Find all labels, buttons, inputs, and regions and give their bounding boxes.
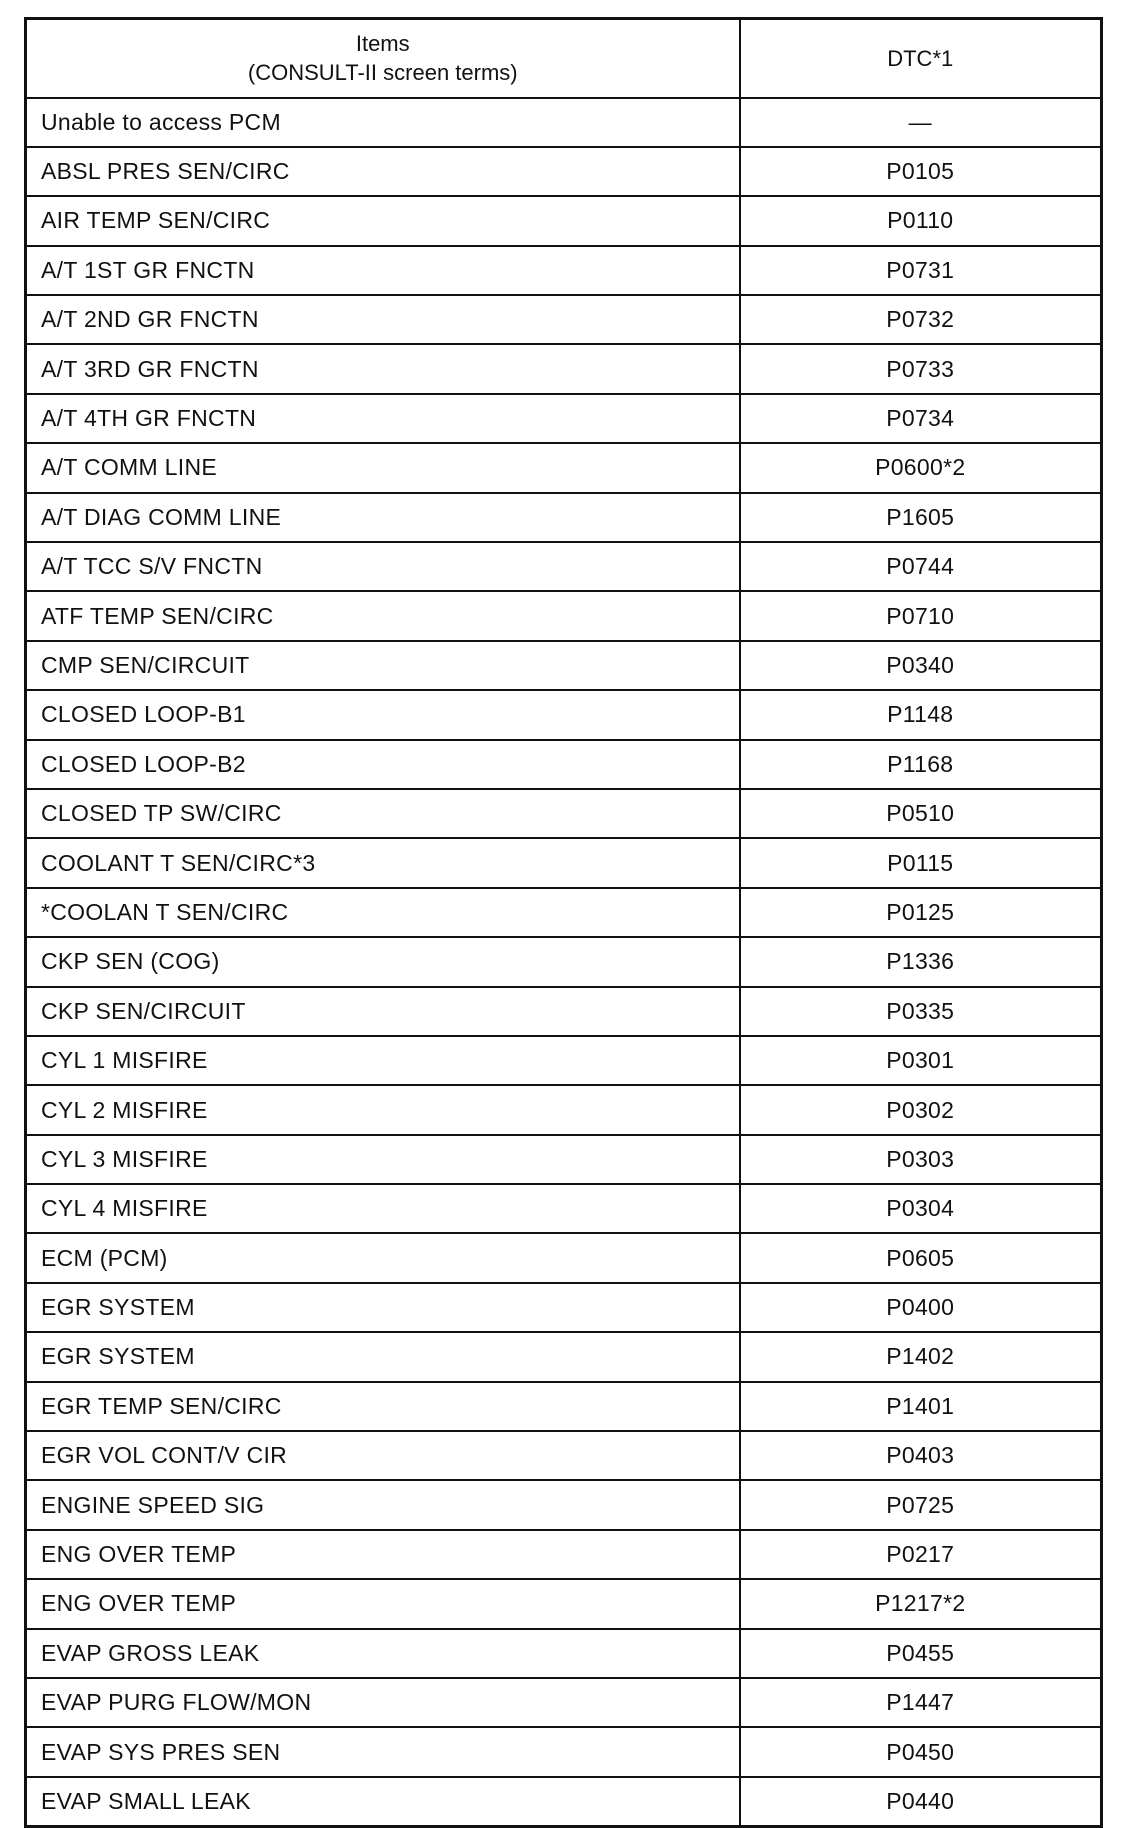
- item-cell: EVAP SMALL LEAK: [26, 1777, 740, 1826]
- item-cell: AIR TEMP SEN/CIRC: [26, 196, 740, 245]
- item-cell: ATF TEMP SEN/CIRC: [26, 591, 740, 640]
- dtc-cell: P0725: [740, 1480, 1102, 1529]
- item-cell: A/T 3RD GR FNCTN: [26, 344, 740, 393]
- dtc-cell: P0304: [740, 1184, 1102, 1233]
- dtc-cell: P0440: [740, 1777, 1102, 1826]
- table-row: [26, 1184, 1102, 1233]
- table-row: [26, 1233, 1102, 1282]
- table-row: [26, 641, 1102, 690]
- item-cell: A/T 1ST GR FNCTN: [26, 246, 740, 295]
- table-row: [26, 1283, 1102, 1332]
- dtc-cell: P1402: [740, 1332, 1102, 1381]
- table-body: [26, 98, 1102, 1827]
- item-cell: CYL 1 MISFIRE: [26, 1036, 740, 1085]
- dtc-cell: P0731: [740, 246, 1102, 295]
- item-cell: EGR VOL CONT/V CIR: [26, 1431, 740, 1480]
- item-cell: CLOSED LOOP-B2: [26, 740, 740, 789]
- table-row: [26, 1480, 1102, 1529]
- dtc-cell: P0744: [740, 542, 1102, 591]
- table-row: [26, 740, 1102, 789]
- dtc-cell: P0732: [740, 295, 1102, 344]
- item-cell: A/T TCC S/V FNCTN: [26, 542, 740, 591]
- table-row: [26, 196, 1102, 245]
- table-row: [26, 1431, 1102, 1480]
- items-header-subtitle: (CONSULT-II screen terms): [247, 60, 518, 86]
- table-row: [26, 1579, 1102, 1628]
- item-cell: ABSL PRES SEN/CIRC: [26, 147, 740, 196]
- table-row: [26, 246, 1102, 295]
- dtc-cell: P1401: [740, 1382, 1102, 1431]
- dtc-cell: P0125: [740, 888, 1102, 937]
- dtc-cell: P1148: [740, 690, 1102, 739]
- item-cell: CYL 2 MISFIRE: [26, 1085, 740, 1134]
- dtc-cell: P1217*2: [740, 1579, 1102, 1628]
- dtc-cell: P0450: [740, 1727, 1102, 1776]
- table-row: [26, 1036, 1102, 1085]
- table-row: [26, 937, 1102, 986]
- table-row: [26, 493, 1102, 542]
- table-row: [26, 690, 1102, 739]
- item-cell: ENG OVER TEMP: [26, 1579, 740, 1628]
- dtc-cell: P1336: [740, 937, 1102, 986]
- dtc-cell: P1447: [740, 1678, 1102, 1727]
- table-row: [26, 1530, 1102, 1579]
- table-row: [26, 838, 1102, 887]
- table-row: [26, 789, 1102, 838]
- table-row: [26, 1135, 1102, 1184]
- table-row: [26, 1777, 1102, 1826]
- item-cell: ENGINE SPEED SIG: [26, 1480, 740, 1529]
- table-header-row: [26, 19, 1102, 98]
- table-row: [26, 1727, 1102, 1776]
- table-row: [26, 98, 1102, 147]
- dtc-cell: P0105: [740, 147, 1102, 196]
- dtc-cell: P0600*2: [740, 443, 1102, 492]
- dtc-cell: P0710: [740, 591, 1102, 640]
- item-cell: CYL 4 MISFIRE: [26, 1184, 740, 1233]
- dtc-cell: P0605: [740, 1233, 1102, 1282]
- item-cell: EGR TEMP SEN/CIRC: [26, 1382, 740, 1431]
- dtc-cell: P0734: [740, 394, 1102, 443]
- item-cell: ENG OVER TEMP: [26, 1530, 740, 1579]
- dtc-cell: P0115: [740, 838, 1102, 887]
- dtc-cell: P0217: [740, 1530, 1102, 1579]
- dtc-cell: P0400: [740, 1283, 1102, 1332]
- dtc-cell: P0302: [740, 1085, 1102, 1134]
- table-row: [26, 1678, 1102, 1727]
- item-cell: CLOSED TP SW/CIRC: [26, 789, 740, 838]
- table-row: [26, 888, 1102, 937]
- item-cell: A/T DIAG COMM LINE: [26, 493, 740, 542]
- table-row: [26, 542, 1102, 591]
- dtc-cell: P0340: [740, 641, 1102, 690]
- item-cell: CYL 3 MISFIRE: [26, 1135, 740, 1184]
- dtc-cell: —: [740, 98, 1102, 147]
- dtc-cell: P0303: [740, 1135, 1102, 1184]
- item-cell: A/T COMM LINE: [26, 443, 740, 492]
- table-row: [26, 1382, 1102, 1431]
- table-row: [26, 1629, 1102, 1678]
- item-cell: Unable to access PCM: [26, 98, 740, 147]
- dtc-cell: P0510: [740, 789, 1102, 838]
- dtc-column-header: DTC*1: [740, 19, 1102, 98]
- item-cell: CKP SEN/CIRCUIT: [26, 987, 740, 1036]
- item-cell: COOLANT T SEN/CIRC*3: [26, 838, 740, 887]
- dtc-cell: P1168: [740, 740, 1102, 789]
- table-row: [26, 443, 1102, 492]
- item-cell: ECM (PCM): [26, 1233, 740, 1282]
- item-cell: EVAP SYS PRES SEN: [26, 1727, 740, 1776]
- dtc-cell: P0733: [740, 344, 1102, 393]
- table-row: [26, 1085, 1102, 1134]
- table-row: [26, 987, 1102, 1036]
- table-row: [26, 295, 1102, 344]
- item-cell: EVAP GROSS LEAK: [26, 1629, 740, 1678]
- table-row: [26, 591, 1102, 640]
- items-column-header: [26, 19, 740, 98]
- item-cell: CMP SEN/CIRCUIT: [26, 641, 740, 690]
- item-cell: A/T 4TH GR FNCTN: [26, 394, 740, 443]
- table-row: [26, 1332, 1102, 1381]
- item-cell: EGR SYSTEM: [26, 1332, 740, 1381]
- item-cell: EGR SYSTEM: [26, 1283, 740, 1332]
- item-cell: CKP SEN (COG): [26, 937, 740, 986]
- table-row: [26, 344, 1102, 393]
- item-cell: EVAP PURG FLOW/MON: [26, 1678, 740, 1727]
- item-cell: CLOSED LOOP-B1: [26, 690, 740, 739]
- item-cell: A/T 2ND GR FNCTN: [26, 295, 740, 344]
- dtc-cell: P0335: [740, 987, 1102, 1036]
- dtc-table: [24, 17, 1103, 1828]
- items-header-title: Items: [355, 31, 410, 57]
- dtc-cell: P0455: [740, 1629, 1102, 1678]
- table-row: [26, 147, 1102, 196]
- dtc-cell: P0110: [740, 196, 1102, 245]
- item-cell: *COOLAN T SEN/CIRC: [26, 888, 740, 937]
- dtc-cell: P0403: [740, 1431, 1102, 1480]
- dtc-cell: P1605: [740, 493, 1102, 542]
- table-row: [26, 394, 1102, 443]
- dtc-cell: P0301: [740, 1036, 1102, 1085]
